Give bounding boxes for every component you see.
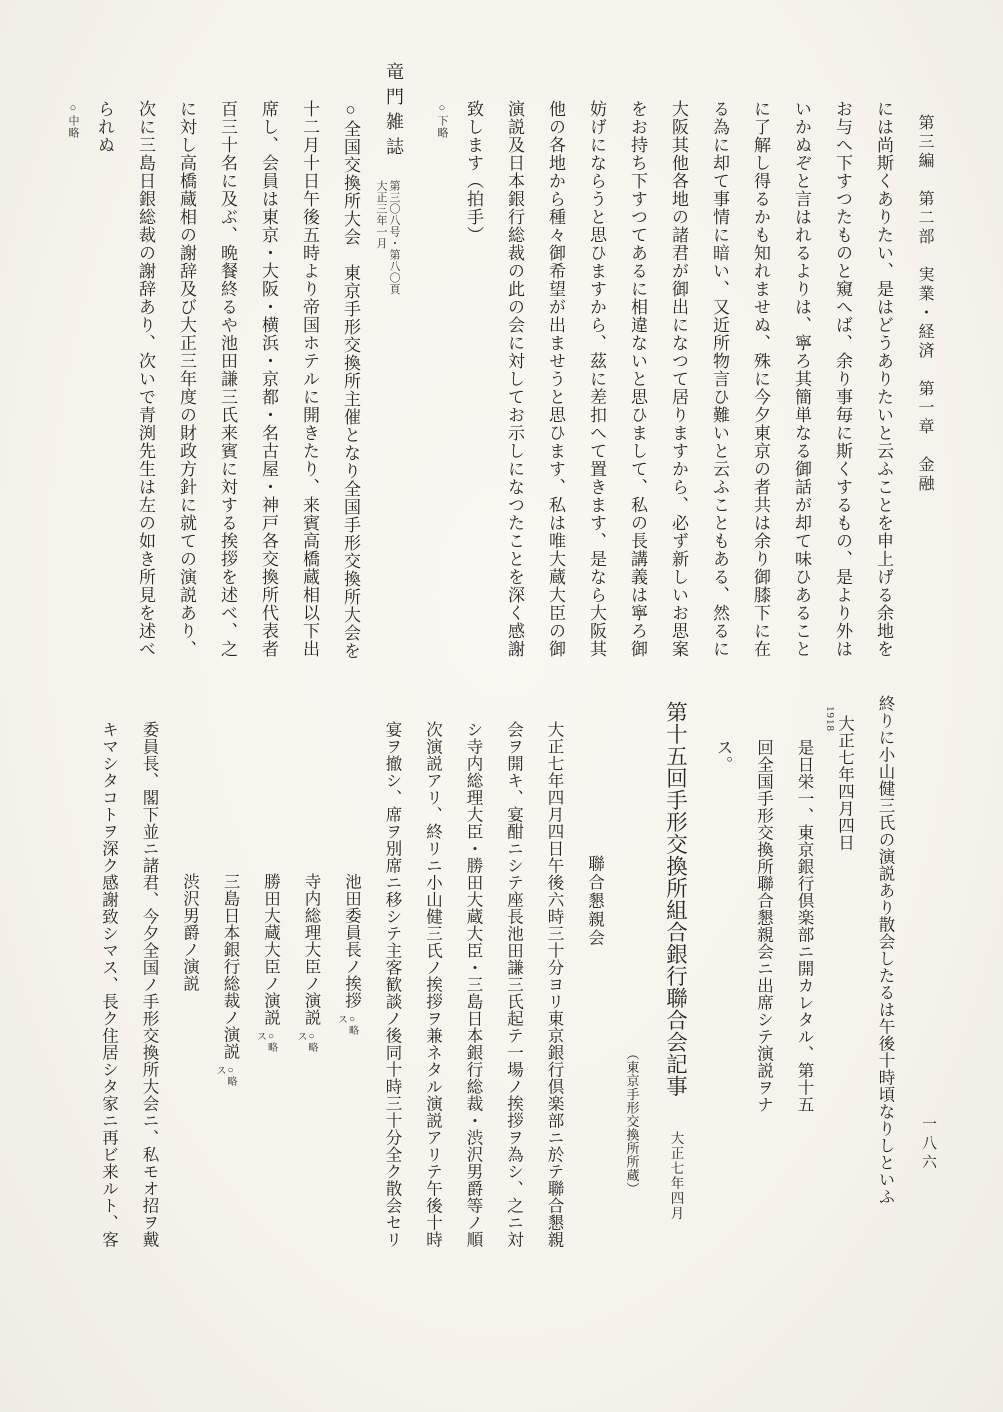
quote-column: 演説及日本銀行総裁の此の会に対してお示しになつたことを深く感謝 xyxy=(505,100,524,658)
page-number: 一八六 xyxy=(920,1116,936,1173)
quote-column: 妨げにならうと思ひますから、茲に差扣へて置きます、是なら大阪其 xyxy=(587,100,606,658)
omitted-note-right: ○略 xyxy=(225,1065,236,1086)
closing-line-column: 終りに小山健三氏の演説あり散会したるは午後十時頃なりしといふ xyxy=(876,695,895,1205)
summary-column: 是日栄一、東京銀行倶楽部ニ開カレタル、第十五 xyxy=(795,739,814,1113)
omitted-note xyxy=(214,1065,236,1086)
speech-label: 池田委員長ノ挨拶 xyxy=(342,873,362,1009)
article-column: ○全国交換所大会 東京手形交換所主催となり全国手形交換所大会を xyxy=(341,100,360,660)
marginal-year-label: 1918 xyxy=(824,706,836,732)
article-column: 百三十名に及ぶ、晩餐終るや池田謙三氏来賓に対する挨拶を述べ、之 xyxy=(218,100,237,658)
top-text-block xyxy=(62,62,945,712)
article-column: 次に三島日銀総裁の謝辞あり、次いで青渕先生は左の如き所見を述べ xyxy=(136,100,155,658)
omitted-note-right: ○略 xyxy=(346,1014,358,1035)
omission-note-lower: ○下略 xyxy=(436,102,448,139)
baron-speech-column: キマシタコトヲ深ク感謝致シマス、長ク住居シタ家ニ再ビ来ルト、客 xyxy=(99,721,119,1248)
body-column: 次演説アリ、終リニ小山健三氏ノ挨拶ヲ兼ネタル演説アリテ午後十時 xyxy=(423,721,443,1248)
omitted-note-left: ス xyxy=(214,1065,225,1075)
speech-list-item xyxy=(250,695,291,1355)
quote-column: 致します（拍手） xyxy=(464,100,483,244)
omitted-note xyxy=(295,1031,317,1052)
article-column: に対し高橋蔵相の謝辞及び大正三年度の財政方針に就ての演説あり、 xyxy=(177,100,196,658)
quote-column: お与へ下すつたものと窺へば、余り事毎に斯くするもの、是より外は xyxy=(833,100,852,658)
journal-issue: 第三〇八号・第八〇頁 xyxy=(388,180,400,295)
speech-list-item xyxy=(291,695,332,1355)
quote-column: いかぬぞと言はれるよりは、寧ろ其簡単なる御話が却て味ひあること xyxy=(792,100,811,658)
document-title: 第十五回手形交換所組合銀行聯合会記事 xyxy=(663,701,688,1097)
date-heading-column: 大正七年四月四日 xyxy=(835,715,855,851)
summary-column: ス。 xyxy=(714,739,733,773)
omitted-note xyxy=(255,1031,277,1052)
omitted-note-left: ス xyxy=(295,1031,306,1041)
article-column: 席し、会員は東京・大阪・横浜・京都・名古屋・神戸各交換所代表者 xyxy=(259,100,278,658)
quote-column: る為に却て事情に暗い、又近所物言ひ難いと云ふこともある、然るに xyxy=(710,100,729,658)
journal-title: 竜門雑誌 xyxy=(384,62,404,162)
journal-title-column xyxy=(371,62,417,712)
quote-column: 大阪其他各地の諸君が御出になつて居りますから、必ず新しいお思案 xyxy=(669,100,688,658)
speech-list-item xyxy=(210,695,251,1355)
omitted-note xyxy=(336,1014,358,1035)
article-column: られぬ xyxy=(95,100,114,154)
quote-column: 他の各地から種々御希望が出ませうと思ひます、私は唯大蔵大臣の御 xyxy=(546,100,565,658)
omitted-note-left: ス xyxy=(335,1014,347,1024)
document-title-column xyxy=(649,695,703,1355)
omitted-note-right: ○略 xyxy=(306,1031,317,1052)
section-heading: 聯合懇親会 xyxy=(585,855,605,948)
body-column: 大正七年四月四日午後六時三十分ヨリ東京銀行倶楽部ニ於テ聯合懇親 xyxy=(545,721,564,1248)
document-source: （東京手形交換所所蔵） xyxy=(624,1047,640,1196)
speech-list-item xyxy=(331,695,372,1355)
journal-citation xyxy=(374,180,400,295)
journal-date: 大正三年一月 xyxy=(375,180,387,249)
body-column: 宴ヲ撤シ、席ヲ別席ニ移シテ主客歓談ノ後同十時三十分全ク散会セリ xyxy=(383,721,402,1248)
article-column: 十二月十日午後五時より帝国ホテルに開きたり、来賓高橋蔵相以下出 xyxy=(300,100,319,658)
speech-label: 勝田大蔵大臣ノ演説 xyxy=(261,873,281,1026)
quote-column: に了解し得るかも知れませぬ、殊に今夕東京の者共は余り御膝下に在 xyxy=(751,100,770,658)
body-column: 会ヲ開キ、宴酣ニシテ座長池田謙三氏起テ一場ノ挨拶ヲ為シ、之ニ対 xyxy=(504,721,524,1248)
quote-column: をお持ち下すつてあるに相違ないと思ひまして、私の長講義は寧ろ御 xyxy=(628,100,647,658)
summary-column: 回全国手形交換所聯合懇親会ニ出席シテ演説ヲナ xyxy=(754,739,774,1113)
omitted-note-left: ス xyxy=(254,1031,266,1041)
speech-label: 寺内総理大臣ノ演説 xyxy=(302,873,321,1026)
baron-speech-heading: 渋沢男爵ノ演説 xyxy=(180,873,200,992)
quote-column: には尚斯くありたい、是はどうありたいと云ふことを申上げる余地を xyxy=(874,100,893,658)
running-header: 第三編 第二部 実業・経済 第一章 金融 xyxy=(916,114,933,494)
omission-note-middle: ○中略 xyxy=(67,102,79,139)
document-date: 大正七年四月 xyxy=(668,1131,684,1221)
bottom-text-block xyxy=(88,695,905,1355)
baron-speech-column: 委員長、閣下並ニ諸君、今夕全国ノ手形交換所大会ニ、私モオ招ヲ戴 xyxy=(140,721,159,1248)
omitted-note-right: ○略 xyxy=(265,1031,277,1052)
speech-label: 三島日本銀行総裁ノ演説 xyxy=(221,873,240,1060)
body-column: シ寺内総理大臣・勝田大蔵大臣・三島日本銀行総裁・渋沢男爵等ノ順 xyxy=(464,721,483,1248)
